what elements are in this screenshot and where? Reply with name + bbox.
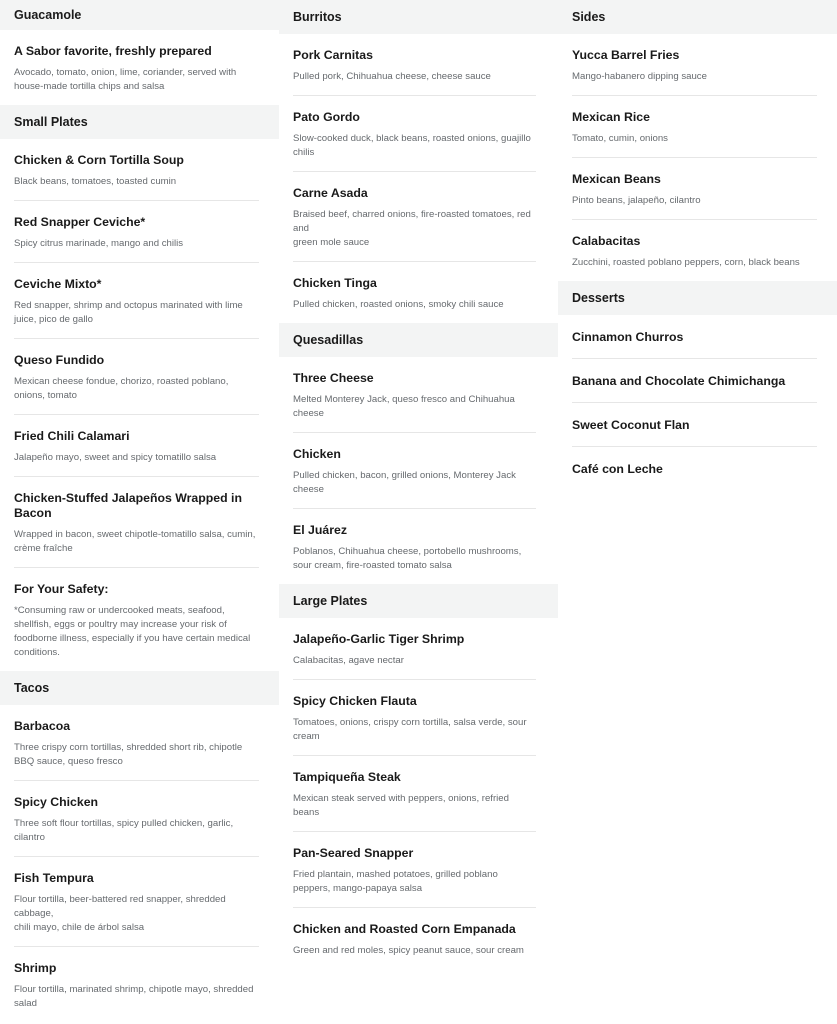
menu-item [293, 34, 536, 96]
menu-item [14, 477, 259, 568]
menu-item-description: Mango-habanero dipping sauce [572, 71, 707, 82]
menu-section-quesadillas [279, 323, 558, 584]
menu-item [572, 220, 817, 281]
menu-item-name: Spicy Chicken [14, 795, 99, 809]
menu-item-description: Pulled pork, Chihuahua cheese, cheese sauce [293, 71, 491, 82]
menu-item-name: Tampiqueña Steak [293, 770, 401, 784]
menu-item-name: Barbacoa [14, 719, 71, 733]
menu-item [293, 96, 536, 172]
menu-item-name: Three Cheese [293, 371, 374, 385]
section-header: Tacos [0, 671, 279, 705]
menu-item [14, 415, 259, 477]
menu-column-1 [0, 0, 279, 1022]
section-header: Quesadillas [279, 323, 558, 357]
menu-item [572, 96, 817, 158]
menu-item-description: Fried plantain, mashed potatoes, grilled poblano peppers, mango-papaya salsa [293, 869, 498, 894]
section-header: Guacamole [0, 0, 279, 30]
menu-item-name: Jalapeño-Garlic Tiger Shrimp [293, 632, 465, 646]
menu-item-description: Three crispy corn tortillas, shredded short rib, chipotle BBQ sauce, queso fresco [14, 742, 243, 767]
menu-item-name: Chicken and Roasted Corn Empanada [293, 922, 516, 936]
menu-item-name: Spicy Chicken Flauta [293, 694, 417, 708]
menu-item-description: Mexican cheese fondue, chorizo, roasted poblano, onions, tomato [14, 376, 229, 401]
menu-item [14, 30, 259, 105]
menu-section-burritos [279, 0, 558, 323]
menu-section-guacamole [0, 0, 279, 105]
menu-item-name: El Juárez [293, 523, 347, 537]
menu-item-name: Ceviche Mixto* [14, 277, 102, 291]
section-header: Desserts [558, 281, 837, 315]
menu-item-name: Queso Fundido [14, 353, 105, 367]
menu-item [293, 618, 536, 680]
menu-item-description: Wrapped in bacon, sweet chipotle-tomatillo salsa, cumin, crème fraîche [14, 529, 256, 554]
menu-item-description: Black beans, tomatoes, toasted cumin [14, 176, 177, 187]
menu-item-name: Chicken Tinga [293, 276, 377, 290]
menu-item [14, 201, 259, 263]
menu-item-name: A Sabor favorite, freshly prepared [14, 44, 212, 58]
menu-item-description: Zucchini, roasted poblano peppers, corn, black beans [572, 257, 800, 268]
section-header: Small Plates [0, 105, 279, 139]
menu-item [293, 509, 536, 584]
menu-item-description: Mexican steak served with peppers, onions, refried beans [293, 793, 509, 818]
menu-item-description: Braised beef, charred onions, fire-roasted tomatoes, red and green mole sauce [293, 209, 531, 248]
menu-item-name: Fish Tempura [14, 871, 94, 885]
menu-item-name: Carne Asada [293, 186, 368, 200]
menu-item [293, 172, 536, 262]
menu-item [14, 857, 259, 947]
menu-section-sides [558, 0, 837, 281]
menu-item-description: Pulled chicken, bacon, grilled onions, Monterey Jack cheese [293, 470, 516, 495]
menu-item-description: *Consuming raw or undercooked meats, seafood, shellfish, eggs or poultry may increase your risk of foodborne illness, especially if you have certain medical conditions. [14, 605, 251, 658]
section-header: Burritos [279, 0, 558, 34]
menu-item [14, 263, 259, 339]
menu-item [572, 34, 817, 96]
menu-section-small-plates [0, 105, 279, 671]
menu-item-description: Poblanos, Chihuahua cheese, portobello mushrooms, sour cream, fire-roasted tomato salsa [293, 546, 522, 571]
menu-item-name: Pan-Seared Snapper [293, 846, 414, 860]
menu-item-name: Pork Carnitas [293, 48, 373, 62]
section-header: Large Plates [279, 584, 558, 618]
menu-item-description: Jalapeño mayo, sweet and spicy tomatillo salsa [14, 452, 217, 463]
menu-item-description: Flour tortilla, marinated shrimp, chipotle mayo, shredded salad [14, 984, 254, 1009]
menu-item-description: Tomato, cumin, onions [572, 133, 668, 144]
menu-item-description: Melted Monterey Jack, queso fresco and Chihuahua cheese [293, 394, 515, 419]
menu-item-name: Chicken [293, 447, 341, 461]
menu-item-name: Mexican Beans [572, 172, 661, 186]
menu-item [572, 315, 817, 359]
menu-item [572, 403, 817, 447]
menu-item [14, 339, 259, 415]
menu-item [14, 568, 259, 671]
menu-column-2 [279, 0, 558, 969]
menu-item [293, 433, 536, 509]
menu-item-name: Fried Chili Calamari [14, 429, 130, 443]
menu-item-name: Chicken-Stuffed Jalapeños Wrapped in Bacon [14, 491, 242, 520]
menu-item-name: Sweet Coconut Flan [572, 418, 690, 432]
menu-section-large-plates [279, 584, 558, 969]
menu-item [572, 158, 817, 220]
menu-item-name: Mexican Rice [572, 110, 650, 124]
menu-item [293, 908, 536, 969]
menu-item [293, 262, 536, 323]
menu-item [293, 756, 536, 832]
menu-item [14, 139, 259, 201]
menu-item-name: Café con Leche [572, 462, 663, 476]
menu-item [293, 832, 536, 908]
menu-item [293, 357, 536, 433]
menu-item-description: Slow-cooked duck, black beans, roasted onions, guajillo chilis [293, 133, 531, 158]
menu-item-description: Pulled chicken, roasted onions, smoky chili sauce [293, 299, 504, 310]
menu-item-description: Red snapper, shrimp and octopus marinated with lime juice, pico de gallo [14, 300, 243, 325]
menu-section-desserts [558, 281, 837, 490]
menu-item-description: Pinto beans, jalapeño, cilantro [572, 195, 701, 206]
menu-item [14, 947, 259, 1022]
menu-item [14, 781, 259, 857]
menu-item [14, 705, 259, 781]
menu-column-3 [558, 0, 837, 490]
menu-item-description: Spicy citrus marinade, mango and chilis [14, 238, 184, 249]
menu-item-description: Green and red moles, spicy peanut sauce, sour cream [293, 945, 524, 956]
menu-item-name: Yucca Barrel Fries [572, 48, 680, 62]
menu-item-name: Calabacitas [572, 234, 641, 248]
menu-item-name: Pato Gordo [293, 110, 360, 124]
menu-item-name: Shrimp [14, 961, 57, 975]
menu-item-description: Tomatoes, onions, crispy corn tortilla, salsa verde, sour cream [293, 717, 527, 742]
menu-item-description: Three soft flour tortillas, spicy pulled chicken, garlic, cilantro [14, 818, 234, 843]
menu-item [572, 359, 817, 403]
menu-section-tacos [0, 671, 279, 1022]
menu-item-name: Chicken & Corn Tortilla Soup [14, 153, 184, 167]
menu-item-name: For Your Safety: [14, 582, 109, 596]
menu-item-name: Cinnamon Churros [572, 330, 684, 344]
menu-item [572, 447, 817, 490]
menu-item-description: Flour tortilla, beer-battered red snapper, shredded cabbage, chili mayo, chile de árbol salsa [14, 894, 226, 933]
menu-item-name: Red Snapper Ceviche* [14, 215, 146, 229]
menu-item-description: Avocado, tomato, onion, lime, coriander, served with house-made tortilla chips and salsa [14, 67, 237, 92]
section-header: Sides [558, 0, 837, 34]
menu-item-name: Banana and Chocolate Chimichanga [572, 374, 786, 388]
menu-item [293, 680, 536, 756]
menu-item-description: Calabacitas, agave nectar [293, 655, 404, 666]
